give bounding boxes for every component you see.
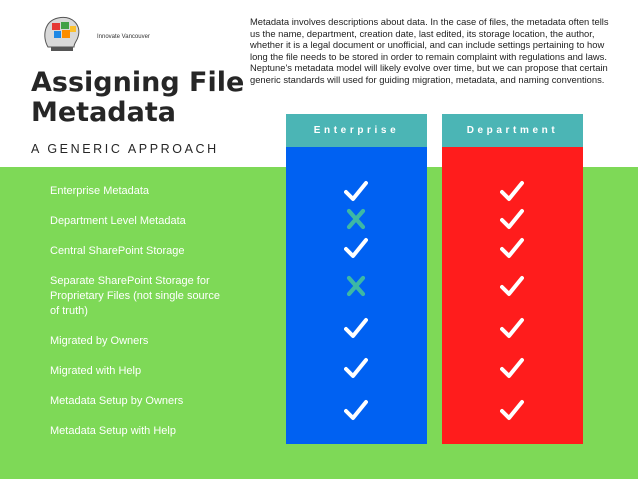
criteria-item: Metadata Setup by Owners — [50, 395, 184, 407]
criteria-item: Department Level Metadata — [50, 215, 186, 227]
logo-text: Innovate Vancouver — [97, 34, 150, 40]
enterprise-column-header: Enterprise — [286, 114, 427, 147]
criteria-item: Central SharePoint Storage — [50, 245, 185, 257]
page-subtitle: A GENERIC APPROACH — [31, 142, 219, 156]
check-icon — [500, 180, 524, 202]
criteria-item: Metadata Setup with Help — [50, 425, 176, 437]
check-icon — [500, 275, 524, 297]
cross-icon — [344, 275, 368, 297]
check-icon — [344, 399, 368, 421]
check-icon — [500, 237, 524, 259]
check-icon — [344, 317, 368, 339]
page-title: Assigning File Metadata — [31, 67, 245, 128]
criteria-item: Migrated by Owners — [50, 335, 149, 347]
check-icon — [500, 399, 524, 421]
check-icon — [500, 208, 524, 230]
check-icon — [344, 180, 368, 202]
criteria-item: Migrated with Help — [50, 365, 142, 377]
check-icon — [344, 357, 368, 379]
intro-paragraph: Metadata involves descriptions about data. In the case of files, the metadata often tells us the name, department, creation date, last edited, its storage location, the author, whether it is a legal document or unofficial, and can include settings pertaining to how long the file needs to be stored in order to remain complaint with regulations and laws. Neptune's metadata model will likely evolve over time, but we can propose that certain generic standards will used for guiding migration, metadata, and naming conventions. — [250, 16, 609, 85]
cross-icon — [344, 208, 368, 230]
check-icon — [500, 317, 524, 339]
logo-icon — [40, 13, 84, 53]
criteria-item: Enterprise Metadata — [50, 185, 150, 197]
department-column-header: Department — [442, 114, 583, 147]
criteria-item: Separate SharePoint Storage for Proprietary Files (not single source of truth) — [50, 275, 220, 317]
check-icon — [344, 237, 368, 259]
check-icon — [500, 357, 524, 379]
